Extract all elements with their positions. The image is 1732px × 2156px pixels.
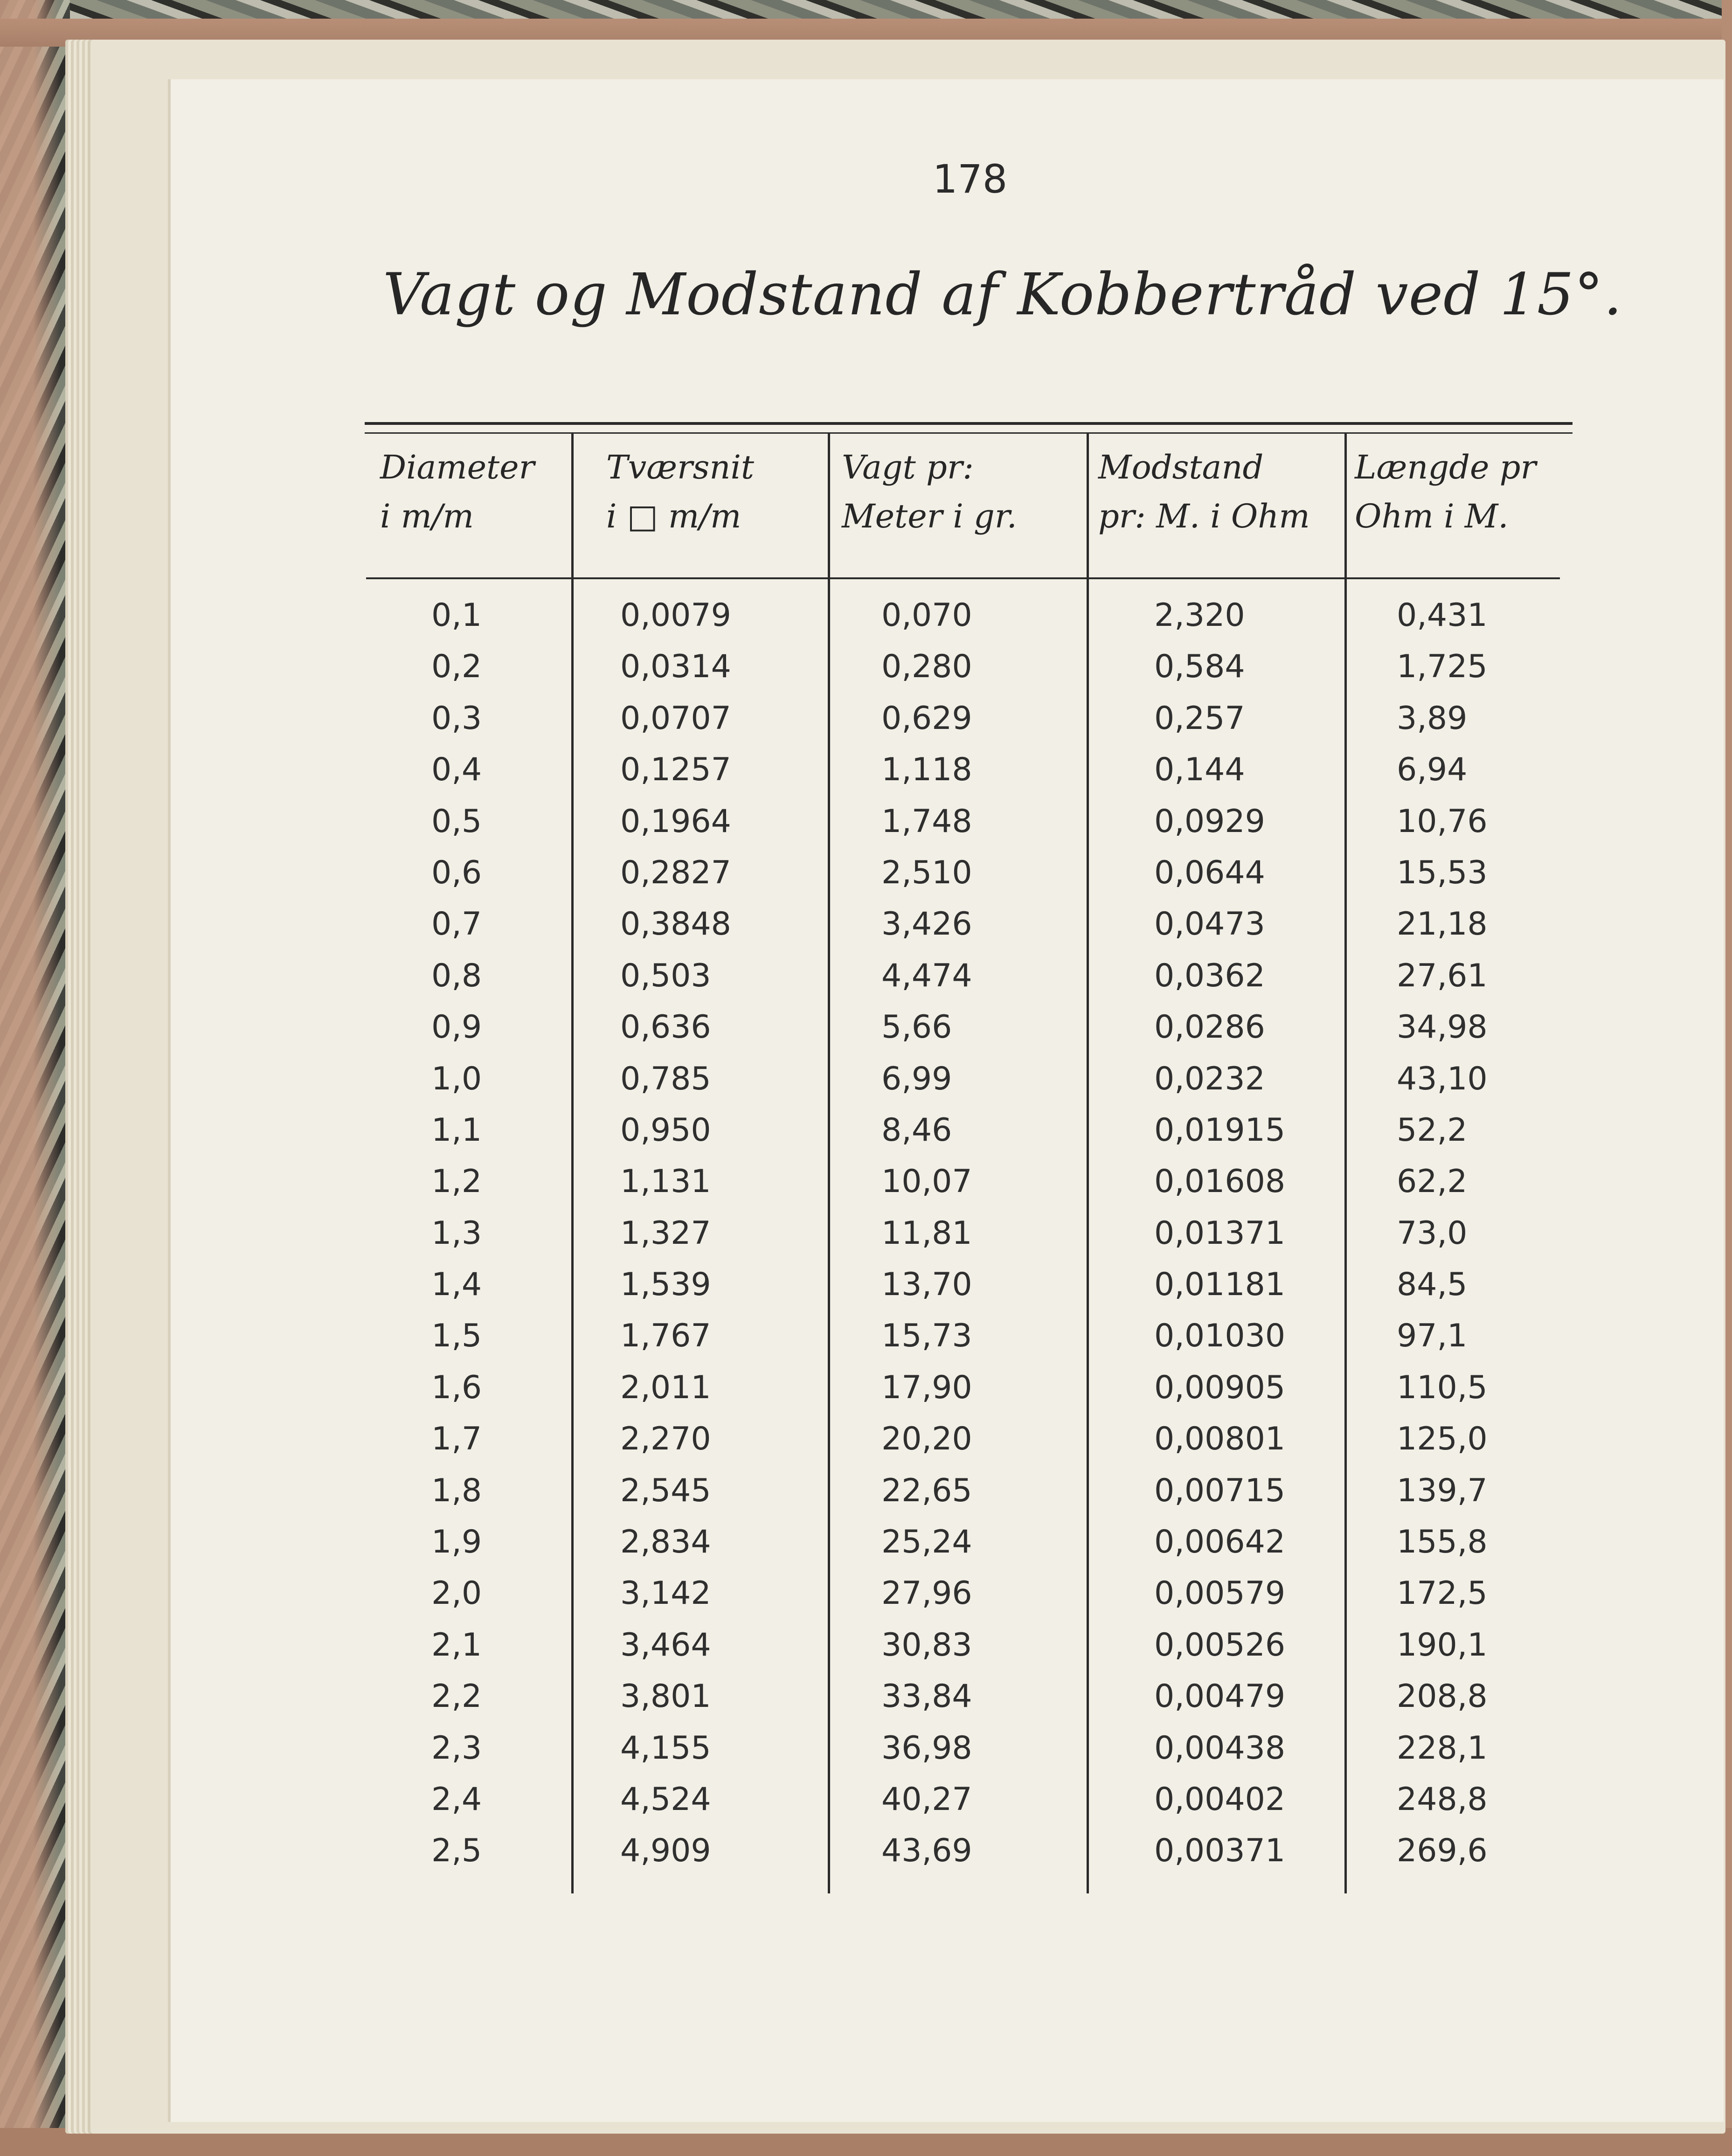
cell-cross-section: 1,327 [620,1214,711,1252]
table-row [366,1519,1569,1570]
cell-cross-section: 2,011 [620,1369,711,1406]
cell-resistance: 0,0473 [1154,906,1265,943]
cell-resistance: 0,01030 [1154,1317,1286,1355]
cell-weight: 36,98 [881,1729,972,1767]
column-header-length [1355,443,1536,555]
cell-cross-section: 2,270 [620,1421,711,1458]
table-row [366,1468,1569,1519]
cell-weight: 11,81 [881,1214,972,1252]
header-line: Diameter [380,448,535,486]
cell-diameter: 1,4 [431,1266,482,1303]
cell-diameter: 2,2 [431,1678,482,1715]
cell-cross-section: 0,0079 [620,597,731,634]
cell-weight: 6,99 [881,1060,952,1097]
cell-weight: 33,84 [881,1678,972,1715]
table-row [366,1570,1569,1622]
cell-diameter: 1,5 [431,1317,482,1355]
cell-resistance: 0,00801 [1154,1421,1286,1458]
cell-cross-section: 1,767 [620,1317,711,1355]
cell-length: 34,98 [1397,1009,1488,1046]
table-row [366,592,1569,644]
header-line: Tværsnit [606,448,755,486]
cell-length: 125,0 [1397,1421,1488,1458]
cell-weight: 0,070 [881,597,972,634]
cell-length: 6,94 [1397,751,1468,789]
cell-resistance: 0,00526 [1154,1626,1286,1664]
cell-length: 190,1 [1397,1626,1488,1664]
cell-diameter: 0,8 [431,957,482,994]
page-number: 178 [932,156,1008,202]
table-row [366,644,1569,695]
table-row [366,1210,1569,1262]
table-row [366,747,1569,798]
cell-cross-section: 0,636 [620,1009,711,1046]
cell-resistance: 0,00402 [1154,1781,1286,1818]
table-row [366,1776,1569,1828]
cell-weight: 22,65 [881,1472,972,1509]
cell-length: 43,10 [1397,1060,1488,1097]
cell-diameter: 1,8 [431,1472,482,1509]
cell-cross-section: 3,801 [620,1678,711,1715]
table-row [366,901,1569,952]
header-line: Vagt pr: [842,448,974,486]
cell-length: 62,2 [1397,1163,1468,1200]
cell-cross-section: 0,0314 [620,648,731,686]
cell-resistance: 0,00642 [1154,1524,1286,1561]
cell-length: 84,5 [1397,1266,1468,1303]
cell-diameter: 1,6 [431,1369,482,1406]
cell-length: 1,725 [1397,648,1488,686]
cell-length: 97,1 [1397,1317,1468,1355]
column-header-resistance [1098,443,1310,555]
cell-cross-section: 0,785 [620,1060,711,1097]
cell-diameter: 0,1 [431,597,482,634]
cell-resistance: 0,584 [1154,648,1245,686]
column-header-diameter [380,443,534,555]
cell-resistance: 0,00715 [1154,1472,1286,1509]
cell-weight: 1,118 [881,751,972,789]
table-row [366,1725,1569,1776]
cell-resistance: 0,00438 [1154,1729,1286,1767]
cell-cross-section: 0,950 [620,1111,711,1149]
cell-diameter: 0,3 [431,700,482,737]
cell-cross-section: 4,524 [620,1781,711,1818]
cell-resistance: 0,0232 [1154,1060,1265,1097]
cell-weight: 13,70 [881,1266,972,1303]
cell-weight: 2,510 [881,854,972,891]
header-line: i m/m [380,497,474,535]
cell-length: 15,53 [1397,854,1488,891]
table-row [366,1158,1569,1210]
header-line: Modstand [1098,448,1264,486]
table-top-rule [365,422,1573,434]
cell-cross-section: 0,0707 [620,700,731,737]
cell-length: 110,5 [1397,1369,1488,1406]
cell-diameter: 0,6 [431,854,482,891]
cell-weight: 0,629 [881,700,972,737]
table-row [366,1262,1569,1313]
cell-resistance: 2,320 [1154,597,1245,634]
cell-diameter: 2,1 [431,1626,482,1664]
cell-cross-section: 0,503 [620,957,711,994]
cell-length: 21,18 [1397,906,1488,943]
cell-diameter: 0,4 [431,751,482,789]
cell-resistance: 0,00371 [1154,1832,1286,1870]
cell-cross-section: 2,834 [620,1524,711,1561]
cell-cross-section: 2,545 [620,1472,711,1509]
cell-length: 52,2 [1397,1111,1468,1149]
cell-length: 73,0 [1397,1214,1468,1252]
cell-weight: 25,24 [881,1524,972,1561]
cell-resistance: 0,0929 [1154,803,1265,840]
table-row [366,1056,1569,1107]
cell-length: 248,8 [1397,1781,1488,1818]
cell-diameter: 2,5 [431,1832,482,1870]
cell-diameter: 2,0 [431,1575,482,1612]
cell-resistance: 0,0362 [1154,957,1265,994]
cell-diameter: 1,3 [431,1214,482,1252]
table-body [366,592,1569,1879]
cell-weight: 27,96 [881,1575,972,1612]
cell-diameter: 1,9 [431,1524,482,1561]
cell-diameter: 2,4 [431,1781,482,1818]
cell-resistance: 0,257 [1154,700,1245,737]
cell-weight: 10,07 [881,1163,972,1200]
cell-diameter: 2,3 [431,1729,482,1767]
cell-resistance: 0,0644 [1154,854,1265,891]
cell-weight: 0,280 [881,648,972,686]
cell-cross-section: 0,2827 [620,854,731,891]
table-row [366,1313,1569,1364]
cell-cross-section: 0,1964 [620,803,731,840]
cell-diameter: 1,0 [431,1060,482,1097]
cell-weight: 1,748 [881,803,972,840]
cell-diameter: 1,7 [431,1421,482,1458]
cell-cross-section: 4,155 [620,1729,711,1767]
cell-cross-section: 4,909 [620,1832,711,1870]
cell-resistance: 0,144 [1154,751,1245,789]
table-row [366,798,1569,850]
cell-length: 139,7 [1397,1472,1488,1509]
table-row [366,1416,1569,1467]
column-header-weight [842,443,1017,555]
page-title: Vagt og Modstand af Kobbertråd ved 15°. [382,261,1623,328]
cell-weight: 40,27 [881,1781,972,1818]
cell-cross-section: 1,131 [620,1163,711,1200]
cell-weight: 8,46 [881,1111,952,1149]
cell-diameter: 0,5 [431,803,482,840]
cell-length: 269,6 [1397,1832,1488,1870]
table-row [366,1004,1569,1055]
cell-resistance: 0,00579 [1154,1575,1286,1612]
cell-resistance: 0,0286 [1154,1009,1265,1046]
cell-diameter: 0,2 [431,648,482,686]
cell-resistance: 0,01608 [1154,1163,1286,1200]
cell-cross-section: 1,539 [620,1266,711,1303]
cell-cross-section: 0,3848 [620,906,731,943]
header-line: i □ m/m [606,497,741,535]
cell-resistance: 0,00905 [1154,1369,1286,1406]
cell-cross-section: 3,464 [620,1626,711,1664]
header-line: pr: M. i Ohm [1098,497,1310,535]
cell-diameter: 0,9 [431,1009,482,1046]
cell-diameter: 1,1 [431,1111,482,1149]
cell-resistance: 0,00479 [1154,1678,1286,1715]
cell-resistance: 0,01371 [1154,1214,1286,1252]
cell-length: 0,431 [1397,597,1488,634]
table-row [366,1365,1569,1416]
column-header-cross-section [606,443,754,555]
table-row [366,1828,1569,1879]
cell-diameter: 0,7 [431,906,482,943]
table-row [366,850,1569,901]
cell-length: 228,1 [1397,1729,1488,1767]
cell-resistance: 0,01181 [1154,1266,1286,1303]
table-row [366,953,1569,1004]
cell-length: 27,61 [1397,957,1488,994]
cell-length: 208,8 [1397,1678,1488,1715]
table-row [366,1673,1569,1725]
cell-weight: 17,90 [881,1369,972,1406]
table-row [366,1107,1569,1158]
cell-length: 10,76 [1397,803,1488,840]
header-line: Meter i gr. [842,497,1017,535]
header-line: Længde pr [1355,448,1536,486]
cell-weight: 30,83 [881,1626,972,1664]
cell-weight: 15,73 [881,1317,972,1355]
cell-weight: 20,20 [881,1421,972,1458]
cell-weight: 43,69 [881,1832,972,1870]
leather-spine-edge [0,0,61,2156]
cell-length: 155,8 [1397,1524,1488,1561]
cell-cross-section: 3,142 [620,1575,711,1612]
cell-weight: 4,474 [881,957,972,994]
cell-weight: 5,66 [881,1009,952,1046]
cell-length: 3,89 [1397,700,1468,737]
cell-weight: 3,426 [881,906,972,943]
cell-diameter: 1,2 [431,1163,482,1200]
cell-resistance: 0,01915 [1154,1111,1286,1149]
cell-cross-section: 0,1257 [620,751,731,789]
table-header-rule [366,577,1560,579]
table-row [366,695,1569,747]
table-row [366,1622,1569,1673]
header-line: Ohm i M. [1355,497,1509,535]
cell-length: 172,5 [1397,1575,1488,1612]
